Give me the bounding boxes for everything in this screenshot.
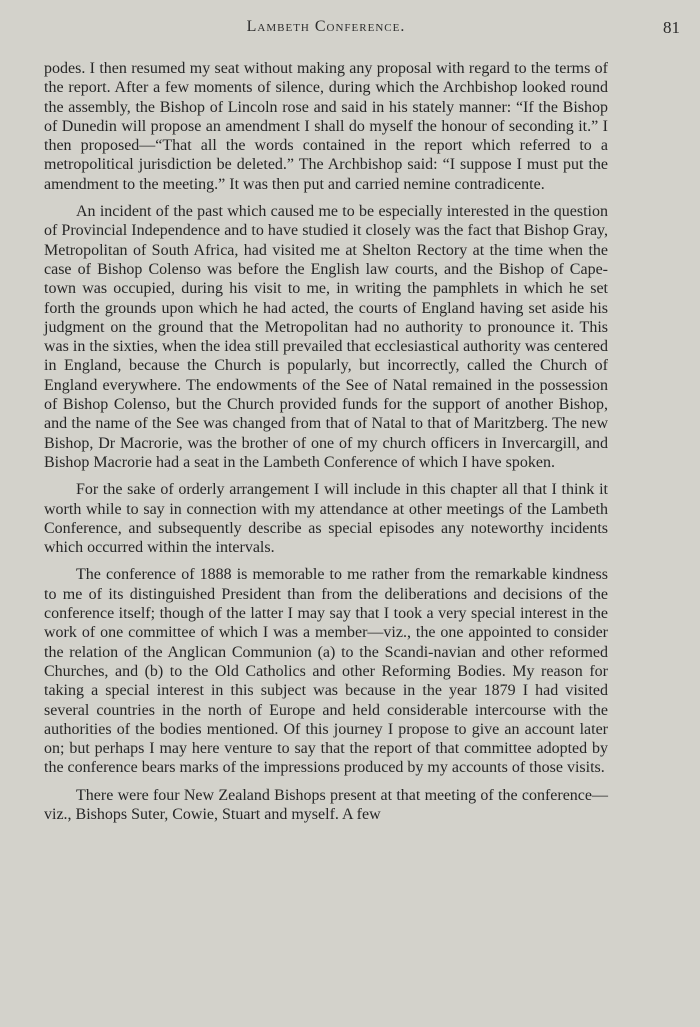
page-number: 81 [663, 18, 680, 37]
page-body [44, 59, 608, 832]
running-title: Lambeth Conference. [246, 18, 406, 35]
paragraph-5: There were four New Zealand Bishops present at that meeting of the conference—viz., Bishops Suter, Cowie, Stuart and myself. A few [44, 786, 608, 823]
paragraph-2: An incident of the past which caused me to be especially interested in the question of Provincial Independence and to have studied it closely was the fact that Bishop Gray, Metropolitan of South Africa, had visited me at Shelton Rectory at the time when the case of Bishop Colenso was before the English law courts, and the Bishop of Cape-town was occupied, during his visit to me, in writing the pamphlets in which he set forth the grounds upon which he had acted, the courts of England having set aside his judgment on the ground that the Metropolitan had no authority to pronounce it. This was in the sixties, when the idea still prevailed that ecclesiastical authority was centered in England, because the Church is popularly, but incorrectly, called the Church of England everywhere. The endowments of the See of Natal remained in the possession of Bishop Colenso, but the Church provided funds for the support of another Bishop, and the name of the See was changed from that of Natal to that of Maritzberg. The new Bishop, Dr Macrorie, was the brother of one of my church officers in Invercargill, and Bishop Macrorie had a seat in the Lambeth Conference of which I have spoken. [44, 203, 608, 471]
paragraph-3: For the sake of orderly arrangement I will include in this chapter all that I think it worth while to say in connection with my attendance at other meetings of the Lambeth Conference, and subsequently describe as special episodes any noteworthy incidents which occurred within the intervals. [44, 481, 608, 557]
paragraph-4: The conference of 1888 is memorable to me rather from the remarkable kindness to me of its distinguished President than from the deliberations and decisions of the conference itself; though of the latter I may say that I took a very special interest in the work of one committee of which I was a member—viz., the one appointed to consider the relation of the Anglican Communion (a) to the Scandi-navian and other reformed Churches, and (b) to the Old Catholics and other Reforming Bodies. My reason for taking a special interest in this subject was because in the year 1879 I had visited several countries in the north of Europe and held considerable intercourse with the authorities of the bodies mentioned. Of this journey I propose to give an account later on; but perhaps I may here venture to say that the report of that committee adopted by the conference bears marks of the impressions produced by my accounts of those visits. [44, 566, 608, 777]
paragraph-1: podes. I then resumed my seat without making any proposal with regard to the terms of the report. After a few moments of silence, during which the Archbishop looked round the assembly, the Bishop of Lincoln rose and said in his stately manner: “If the Bishop of Dunedin will propose an amendment I shall do myself the honour of seconding it.” I then proposed—“That all the words contained in the report which referred to a metropolitical jurisdiction be deleted.” The Archbishop said: “I suppose I must put the amendment to the meeting.” It was then put and carried nemine contradicente. [44, 60, 608, 193]
page-header [44, 18, 680, 44]
